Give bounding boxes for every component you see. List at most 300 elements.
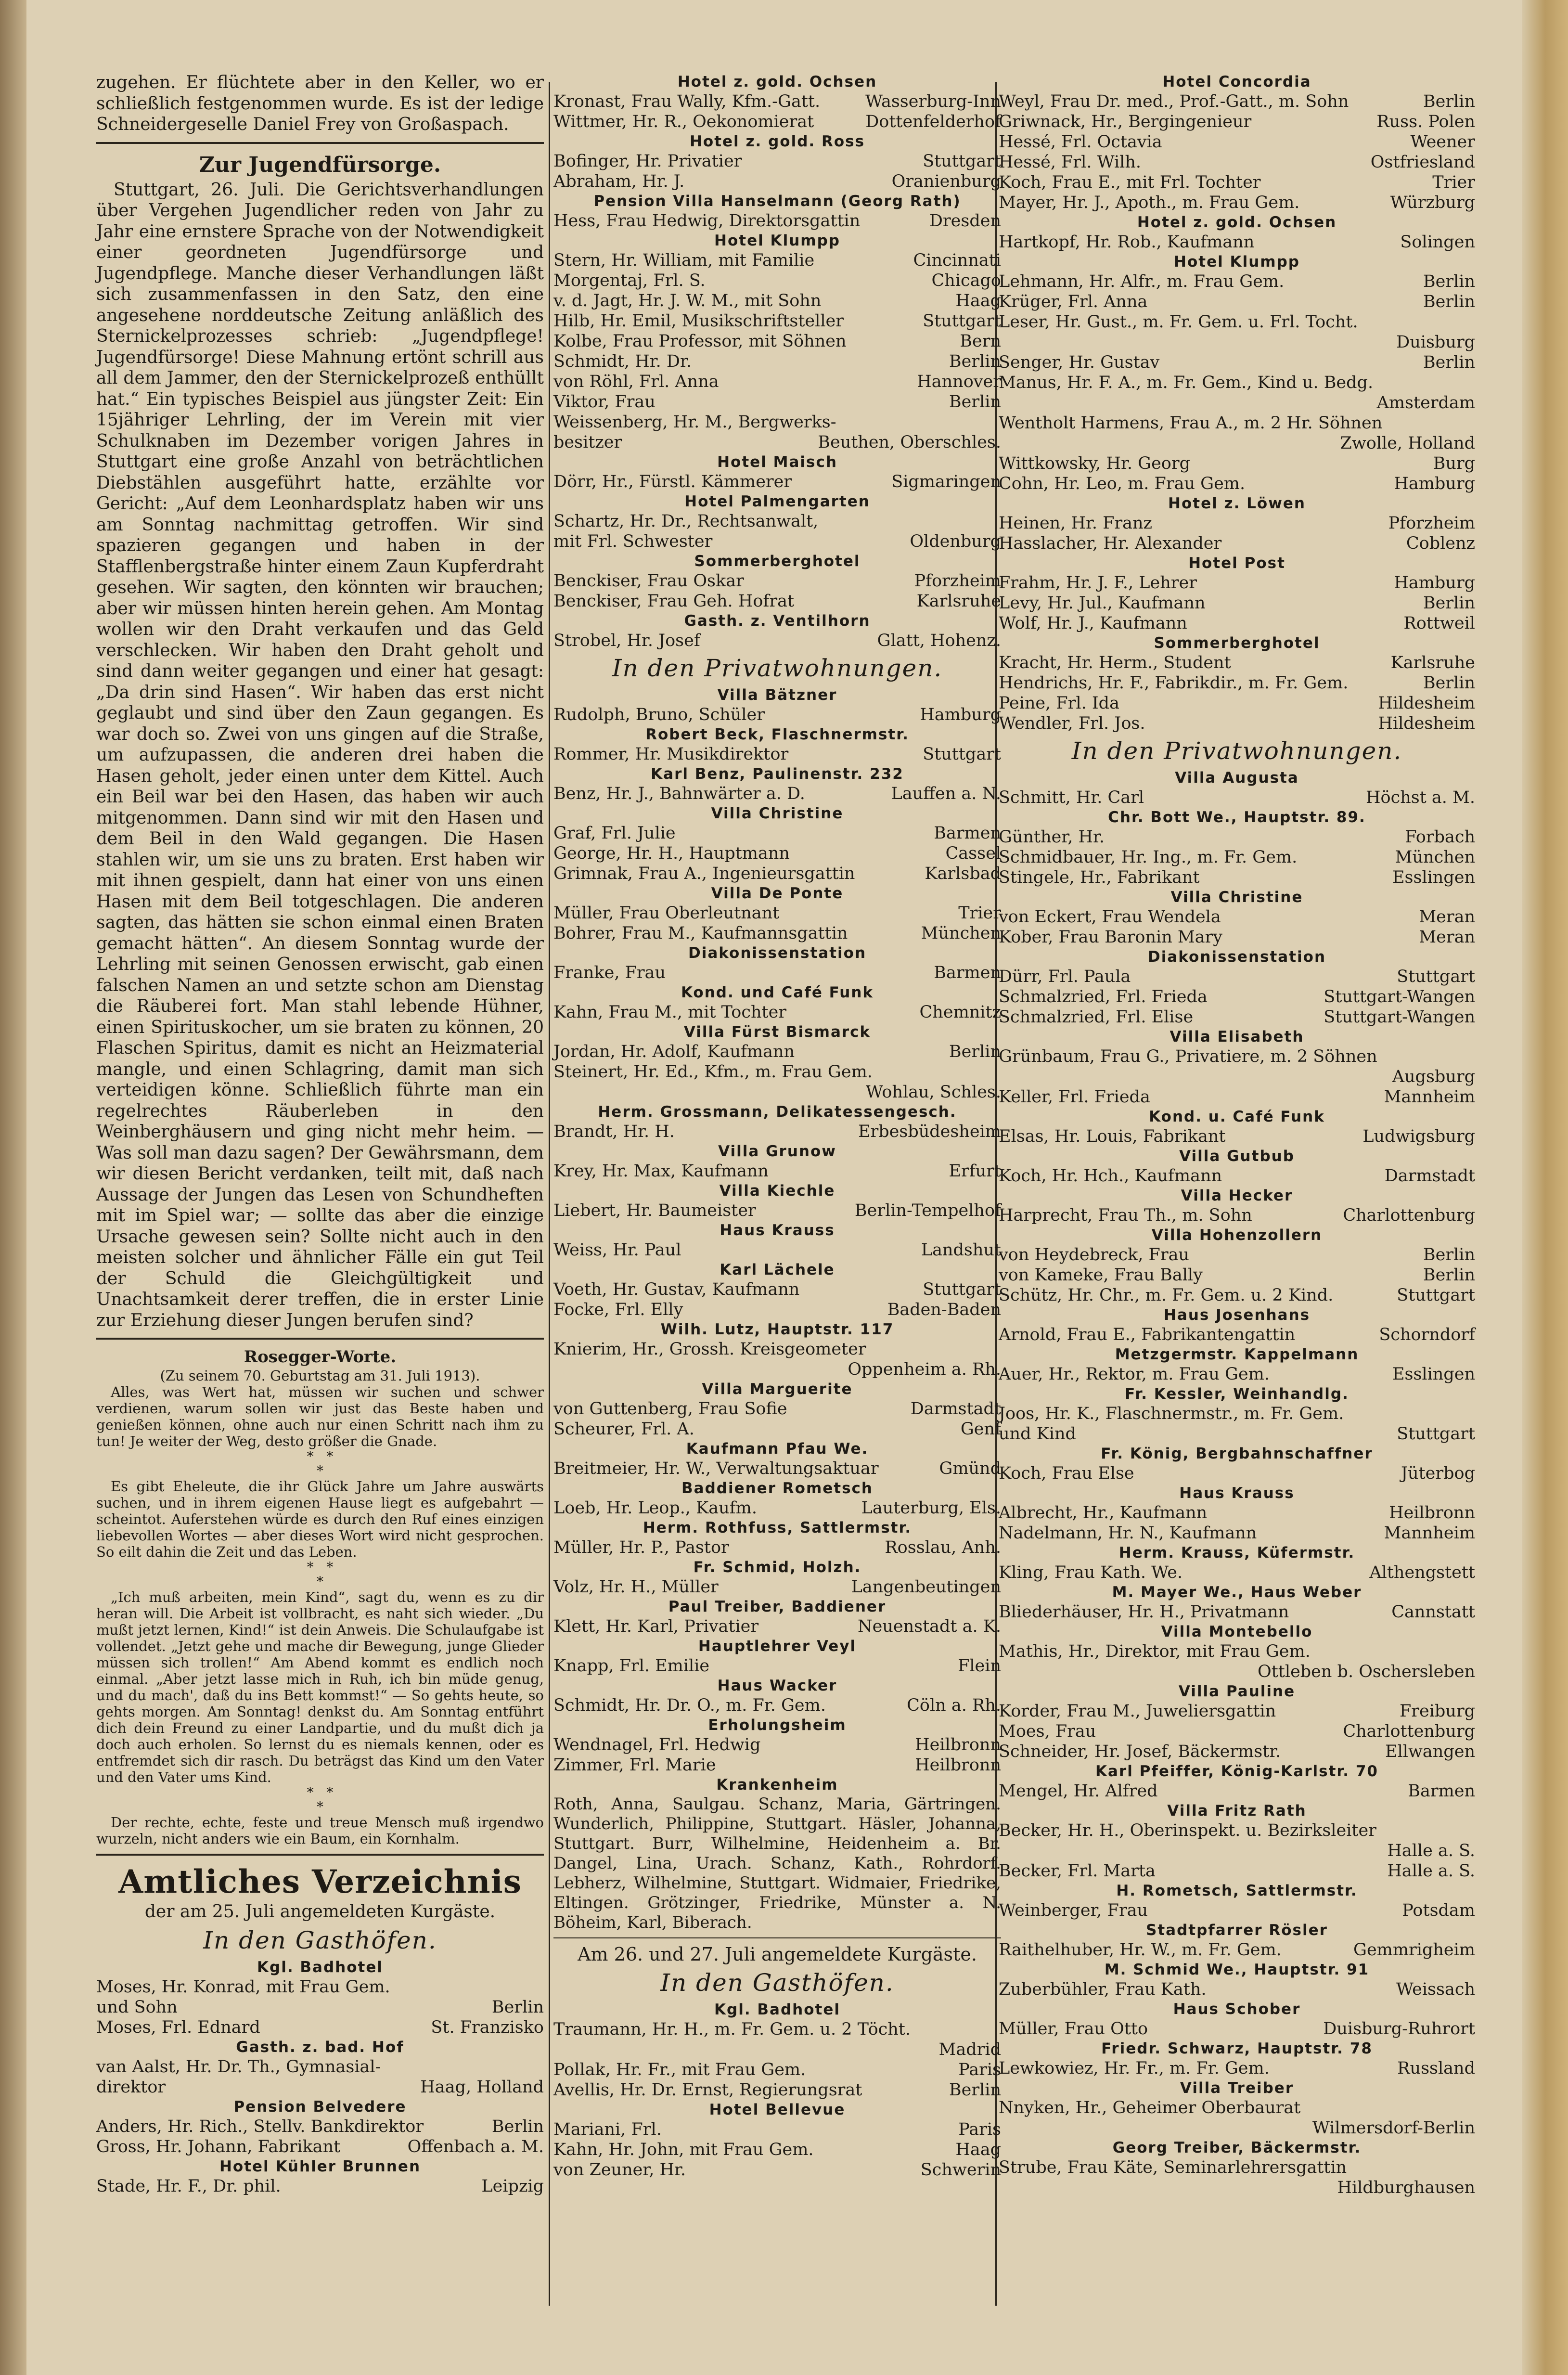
guest-name: v. d. Jagt, Hr. J. W. M., mit Sohn xyxy=(553,291,822,310)
lodging-heading: Hotel z. gold. Ochsen xyxy=(1137,214,1337,231)
section-heading: In den Gasthöfen. xyxy=(660,1969,894,1997)
guest-entry xyxy=(96,2077,544,2097)
guest-origin: Charlottenburg xyxy=(1343,1206,1475,1225)
lodging-heading: Wilh. Lutz, Hauptstr. 117 xyxy=(660,1321,894,1338)
guest-entry xyxy=(553,1616,1001,1637)
lodging-heading: M. Schmid We., Hauptstr. 91 xyxy=(1104,1961,1370,1978)
guest-entry xyxy=(999,673,1475,693)
guest-entry xyxy=(999,393,1475,413)
guest-name: Viktor, Frau xyxy=(553,392,655,412)
guest-entry xyxy=(553,1339,1001,1359)
guest-origin: Halle a. S. xyxy=(1387,1841,1475,1860)
guest-origin: Berlin-Tempelhof xyxy=(854,1201,1001,1220)
guest-origin: Würzburg xyxy=(1390,193,1475,212)
article-title: Zur Jugendfürsorge. xyxy=(199,152,441,177)
guest-entry xyxy=(553,511,1001,531)
guest-name: van Aalst, Hr. Dr. Th., Gymnasial- xyxy=(96,2057,381,2077)
guest-entry xyxy=(999,1007,1475,1027)
guest-origin: Solingen xyxy=(1400,232,1475,252)
guest-entry xyxy=(999,2019,1475,2039)
guest-name: Mengel, Hr. Alfred xyxy=(999,1781,1158,1801)
guest-entry xyxy=(553,331,1001,351)
guest-name: Harprecht, Frau Th., m. Sohn xyxy=(999,1206,1252,1225)
lodging-heading: Villa Elisabeth xyxy=(1170,1028,1304,1046)
lodging-heading: Friedr. Schwarz, Hauptstr. 78 xyxy=(1101,2040,1373,2057)
lodging-heading: Hotel Kühler Brunnen xyxy=(219,2158,421,2175)
guest-name: Hessé, Frl. Octavia xyxy=(999,132,1162,152)
separator-stars: * * * xyxy=(307,1448,334,1479)
guest-entry xyxy=(999,193,1475,213)
guest-name: Klett, Hr. Karl, Privatier xyxy=(553,1617,759,1636)
guest-name: Rommer, Hr. Musikdirektor xyxy=(553,745,789,764)
guest-origin: Stuttgart xyxy=(1397,1424,1475,1444)
guest-name: von Zeuner, Hr. xyxy=(553,2160,686,2180)
guest-origin: Coblenz xyxy=(1406,534,1475,553)
guest-origin: Jüterbog xyxy=(1401,1464,1475,1483)
register-subtitle: der am 25. Juli angemeldeten Kurgäste. xyxy=(144,1902,496,1922)
guest-entry xyxy=(999,312,1475,332)
guest-entry xyxy=(553,311,1001,331)
guest-entry xyxy=(96,2057,544,2077)
guest-entry xyxy=(999,573,1475,593)
guest-origin: Karlsruhe xyxy=(1390,653,1475,672)
guest-name: Arnold, Frau E., Fabrikantengattin xyxy=(999,1325,1296,1344)
guest-entry xyxy=(553,744,1001,764)
guest-name: Gross, Hr. Johann, Fabrikant xyxy=(96,2137,341,2156)
guest-name: Brandt, Hr. H. xyxy=(553,1122,675,1141)
guest-origin: Lauterburg, Els. xyxy=(861,1498,1001,1518)
guest-name: Graf, Frl. Julie xyxy=(553,824,676,843)
guest-name: Keller, Frl. Frieda xyxy=(999,1087,1150,1107)
guest-origin: Hannover xyxy=(917,372,1001,391)
guest-origin: Chicago xyxy=(931,271,1001,290)
lodging-heading: Sommerberghotel xyxy=(1154,634,1320,652)
guest-origin: Rottweil xyxy=(1403,614,1475,633)
guest-name: Hendrichs, Hr. F., Fabrikdir., m. Fr. Gem. xyxy=(999,673,1349,693)
lodging-heading: Herm. Krauss, Küfermstr. xyxy=(1118,1544,1355,1562)
lodging-heading: Diakonissenstation xyxy=(688,944,867,962)
divider xyxy=(553,1937,1001,1938)
guest-entry xyxy=(999,787,1475,808)
lodging-heading: Villa Grunow xyxy=(718,1143,836,1160)
guest-origin: Hamburg xyxy=(1394,573,1475,593)
article-body: Stuttgart, 26. Juli. Die Gerichtsverhandlungen über Vergehen Jugendlicher reden von Jahr zu Jahr eine ernstere Sprache von der Notwendigkeit einer geordneten Jugendfürsorge und Jugendpflege. Manche dieser Verhandlungen läßt sich zusammenfassen in den Satz, den eine angesehene norddeutsche Zeitung anläßlich des Sternickelprozesses schrieb: „Jugendpflege! Jugendfürsorge! Diese Mahnung ertönt schrill aus all dem Jammer, den der Sternickelprozeß enthüllt hat.“ Ein typisches Beispiel aus jüngster Zeit: Ein 15jähriger Lehrling, der im Verein mit vier Schulknaben im Dezember vorigen Jahres in Stuttgart eine große Anzahl von beträchtlichen Diebstählen ausgeführt hatte, erzählte vor Gericht: „Auf dem Leonhardsplatz haben wir uns am Sonntag nachmittag getroffen. Wir sind spazieren gegangen und haben in der Stafflenbergstraße hinter einem Zaun Kupferdraht gesehen. Wir sagten, den könnten wir brauchen; aber wir müssen hinten herein gehen. Am Montag wollen wir den Draht verkaufen und das Geld verschlecken. Wir haben den Draht geholt und sind dann weiter gegangen und einer hat gesagt: „Da drin sind Hasen“. Wir haben das erst nicht geglaubt und sind über den Zaun gegangen. Es war doch so. Zwei von uns gingen auf die Straße, um aufzupassen, die anderen drei haben die Hasen geholt, jeder einen unter dem Kittel. Auch ein Beil war bei den Hasen, das haben wir auch mitgenommen. Dann sind wir mit den Hasen und dem Beil in den Wald gegangen. Die Hasen stahlen wir, um sie uns zu braten. Erst haben wir mit ihnen gespielt, dann hat einer von uns einen Hasen mit dem Beil totgeschlagen. Die anderen sagten, das hätten sie schon einmal einen Braten gemacht hätten“. An diesem Sonntag wurde der Lehrling mit seinen Genossen erwischt, gab einen falschen Namen an und setzte schon am Dienstag die Räuberei fort. Man stahl lebende Hühner, einen Spirituskocher, um sie braten zu können, 20 Flaschen Spiritus, damit es nicht an Heizmaterial mangle, und einen Schlagring, damit man sich verteidigen könne. Schließlich führte man ein regelrechtes Räuberleben in den Weinberghäusern und ging nicht mehr heim. — Was soll man dazu sagen? Der Gewährsmann, dem wir diesen Bericht verdanken, teilt mit, daß nach Aussage der Jungen das Lesen von Schundheften mit im Spiel war; — sollte das aber die einzige Ursache gewesen sein? Sollte nicht auch in den meisten solcher und ähnlicher Fälle ein gut Teil der Schuld die Gleichgültigkeit und Unachtsamkeit derer treffen, die in erster Linie zur Erziehung dieser Jungen berufen sind? xyxy=(96,180,544,1330)
guest-entry xyxy=(553,963,1001,983)
guest-list xyxy=(999,72,1475,734)
guest-entry xyxy=(553,1082,1001,1102)
guest-entry xyxy=(999,593,1475,613)
guest-name: Benckiser, Frau Geh. Hofrat xyxy=(553,592,795,611)
guest-entry xyxy=(999,332,1475,352)
guest-entry xyxy=(999,132,1475,152)
guest-name: Bohrer, Frau M., Kaufmannsgattin xyxy=(553,924,848,943)
guest-name: von Heydebreck, Frau xyxy=(999,1245,1189,1265)
guest-origin: Dresden xyxy=(929,211,1001,231)
guest-name: Frahm, Hr. J. F., Lehrer xyxy=(999,573,1197,593)
guest-entry xyxy=(553,1459,1001,1479)
guest-entry xyxy=(553,864,1001,884)
guest-origin: Paris xyxy=(958,2120,1001,2139)
guest-origin: Cöln a. Rh. xyxy=(907,1696,1001,1715)
guest-entry xyxy=(999,1285,1475,1305)
guest-entry xyxy=(553,1537,1001,1558)
guest-name: Mayer, Hr. J., Apoth., m. Frau Gem. xyxy=(999,193,1300,212)
guest-entry xyxy=(553,472,1001,492)
guest-name: Hessé, Frl. Wilh. xyxy=(999,153,1141,172)
guest-name: Peine, Frl. Ida xyxy=(999,694,1119,713)
guest-name: Nnyken, Hr., Geheimer Oberbaurat xyxy=(999,2098,1301,2117)
guest-origin: Halle a. S. xyxy=(1387,1861,1475,1881)
guest-entry xyxy=(553,1755,1001,1775)
guest-entry xyxy=(999,1979,1475,2000)
guest-name: Grünbaum, Frau G., Privatiere, m. 2 Söhnen xyxy=(999,1047,1377,1066)
guest-entry xyxy=(96,2117,544,2137)
lodging-heading: Kaufmann Pfau We. xyxy=(686,1440,869,1458)
guest-origin: Darmstadt xyxy=(1384,1166,1475,1186)
guest-origin: Flein xyxy=(958,1656,1001,1676)
guest-origin: Potsdam xyxy=(1402,1901,1475,1920)
guest-origin: Barmen xyxy=(1408,1781,1475,1801)
lodging-heading: Metzgermstr. Kappelmann xyxy=(1115,1346,1359,1363)
guest-origin: Offenbach a. M. xyxy=(407,2137,544,2156)
guest-name: und Kind xyxy=(999,1424,1076,1444)
lodging-heading: Erholungsheim xyxy=(708,1717,847,1734)
guest-name: Stingele, Hr., Fabrikant xyxy=(999,868,1200,887)
guest-origin: Erfurt xyxy=(949,1162,1001,1181)
guest-origin: Sigmaringen xyxy=(891,472,1001,491)
guest-entry xyxy=(553,432,1001,452)
separator-stars: * * * xyxy=(307,1784,334,1815)
guest-entry xyxy=(999,533,1475,554)
guest-origin: Glatt, Hohenz. xyxy=(877,631,1001,650)
guest-entry xyxy=(999,513,1475,533)
guest-origin: Langenbeutingen xyxy=(851,1577,1001,1597)
guest-origin: Dottenfelderhof xyxy=(865,112,1001,131)
lodging-heading: Stadtpfarrer Rösler xyxy=(1146,1922,1328,1939)
guest-entry xyxy=(999,907,1475,927)
guest-entry xyxy=(999,413,1475,433)
lodging-heading: Robert Beck, Flaschnermstr. xyxy=(645,726,909,743)
guest-origin: Chemnitz xyxy=(919,1003,1001,1022)
guest-name: Auer, Hr., Rektor, m. Frau Gem. xyxy=(999,1365,1270,1384)
guest-origin: Stuttgart-Wangen xyxy=(1324,987,1475,1007)
lodging-heading: Villa Hohenzollern xyxy=(1151,1226,1323,1244)
guest-name: Volz, Hr. H., Müller xyxy=(553,1577,719,1597)
guest-name: Dörr, Hr., Fürstl. Kämmerer xyxy=(553,472,792,491)
guest-name: Dürr, Frl. Paula xyxy=(999,967,1131,986)
guest-entry xyxy=(999,1503,1475,1523)
guest-entry xyxy=(553,211,1001,231)
guest-origin: Ludwigsburg xyxy=(1362,1127,1475,1146)
guest-entry xyxy=(999,1046,1475,1067)
guest-origin: Berlin xyxy=(949,392,1001,412)
rosegger-quote: Der rechte, echte, feste und treue Mensch muß irgendwo wurzeln, nicht anders wie ein Baum, ein Kornhalm. xyxy=(96,1814,544,1847)
lodging-heading: Hotel z. gold. Ross xyxy=(689,133,865,150)
guest-entry xyxy=(553,1300,1001,1320)
guest-origin: Ellwangen xyxy=(1385,1742,1475,1761)
guest-name: und Sohn xyxy=(96,1998,178,2017)
guest-name: Zimmer, Frl. Marie xyxy=(553,1755,716,1775)
lodging-heading: Kgl. Badhotel xyxy=(257,1959,383,1976)
guest-origin: Haag xyxy=(955,291,1001,310)
lodging-heading: Sommerberghotel xyxy=(694,553,861,570)
guest-list xyxy=(553,685,1001,1794)
guest-entry xyxy=(999,1126,1475,1147)
guest-entry xyxy=(999,2178,1475,2198)
guest-entry xyxy=(999,867,1475,888)
guest-entry xyxy=(553,1419,1001,1439)
guest-origin: Gmünd xyxy=(939,1459,1001,1478)
guest-entry xyxy=(999,1701,1475,1721)
lodging-heading: Kond. u. Café Funk xyxy=(1149,1108,1325,1125)
guest-origin: Leipzig xyxy=(481,2177,544,2196)
guest-entry xyxy=(553,843,1001,864)
guest-name: von Kameke, Frau Bally xyxy=(999,1265,1203,1285)
guest-name: Steinert, Hr. Ed., Kfm., m. Frau Gem. xyxy=(553,1062,873,1082)
lodging-heading: Haus Krauss xyxy=(720,1222,835,1239)
guest-entry xyxy=(999,1641,1475,1662)
guest-name: Knapp, Frl. Emilie xyxy=(553,1656,710,1676)
column-left xyxy=(96,72,544,2196)
guest-name: Korder, Frau M., Juweliersgattin xyxy=(999,1702,1276,1721)
guest-entry xyxy=(553,351,1001,372)
guest-entry xyxy=(553,1359,1001,1380)
guest-entry xyxy=(999,653,1475,673)
guest-entry xyxy=(999,987,1475,1007)
guest-origin: Berlin xyxy=(949,2080,1001,2100)
guest-origin: Stuttgart xyxy=(1397,1286,1475,1305)
guest-name: Schmidbauer, Hr. Ing., m. Fr. Gem. xyxy=(999,848,1298,867)
lodging-heading: Kgl. Badhotel xyxy=(714,2001,840,2018)
guest-entry xyxy=(999,1861,1475,1881)
guest-entry xyxy=(999,2118,1475,2138)
guest-entry xyxy=(553,1122,1001,1142)
guest-entry xyxy=(999,1325,1475,1345)
guest-origin: Mannheim xyxy=(1384,1087,1475,1107)
guest-origin: Hildesheim xyxy=(1378,714,1475,733)
section-heading: In den Gasthöfen. xyxy=(203,1926,437,1954)
lodging-heading: Gasth. z. bad. Hof xyxy=(236,2039,404,2056)
guest-origin: Berlin xyxy=(1423,1265,1475,1285)
guest-entry xyxy=(999,1364,1475,1384)
guest-entry xyxy=(999,433,1475,453)
guest-name: Günther, Hr. xyxy=(999,827,1105,847)
lodging-heading: Villa Fritz Rath xyxy=(1167,1802,1307,1820)
guest-origin: Mannheim xyxy=(1384,1523,1475,1543)
guest-name: Zuberbühler, Frau Kath. xyxy=(999,1980,1207,1999)
lodging-heading: Villa Christine xyxy=(1170,889,1303,906)
guest-origin: Landshut xyxy=(921,1240,1001,1260)
lodging-heading: Villa Treiber xyxy=(1180,2079,1294,2097)
guest-entry xyxy=(553,151,1001,171)
guest-origin: Haag xyxy=(955,2140,1001,2159)
guest-origin: Berlin xyxy=(1423,353,1475,372)
lodging-heading: M. Mayer We., Haus Weber xyxy=(1112,1584,1362,1601)
guest-origin: Weener xyxy=(1410,132,1475,152)
guest-entry xyxy=(999,1820,1475,1841)
guest-entry xyxy=(999,373,1475,393)
guest-name: Knierim, Hr., Grossh. Kreisgeometer xyxy=(553,1340,866,1359)
guest-origin: Trier xyxy=(958,904,1001,923)
guest-entry xyxy=(999,292,1475,312)
lodging-heading: Gasth. z. Ventilhorn xyxy=(684,612,871,630)
guest-name: Wendnagel, Frl. Hedwig xyxy=(553,1735,761,1755)
guest-entry xyxy=(96,1997,544,2017)
lodging-heading: Villa Gutbub xyxy=(1179,1148,1295,1165)
column-rule xyxy=(549,82,550,2306)
guest-name: Rudolph, Bruno, Schüler xyxy=(553,705,765,724)
guest-origin: Esslingen xyxy=(1392,868,1475,887)
guest-origin: Rosslau, Anh. xyxy=(885,1538,1001,1557)
lodging-heading: Kond. und Café Funk xyxy=(681,984,874,1001)
lodging-heading: Villa Fürst Bismarck xyxy=(683,1023,871,1041)
guest-entry xyxy=(553,1062,1001,1082)
guest-entry xyxy=(553,591,1001,611)
guest-origin: Ostfriesland xyxy=(1370,153,1475,172)
guest-name: Kober, Frau Baronin Mary xyxy=(999,928,1223,947)
guest-origin: Russland xyxy=(1397,2059,1475,2078)
guest-name: Krey, Hr. Max, Kaufmann xyxy=(553,1162,769,1181)
guest-name: Müller, Frau Oberleutnant xyxy=(553,904,780,923)
guest-name: Manus, Hr. F. A., m. Fr. Gem., Kind u. Bedg. xyxy=(999,373,1374,392)
guest-origin: Charlottenburg xyxy=(1343,1722,1475,1741)
guest-name: Voeth, Hr. Gustav, Kaufmann xyxy=(553,1280,800,1299)
guest-entry xyxy=(553,2039,1001,2060)
guest-origin: Stuttgart xyxy=(923,311,1001,331)
article-carryover: zugehen. Er flüchtete aber in den Keller, wo er schließlich festgenommen wurde. Es ist der ledige Schneidergeselle Daniel Frey von Großaspach. xyxy=(96,73,544,134)
guest-origin: Berlin xyxy=(949,1042,1001,1061)
guest-name: Schmalzried, Frl. Frieda xyxy=(999,987,1208,1007)
column-right xyxy=(999,72,1475,2198)
guest-origin: Berlin xyxy=(949,352,1001,371)
guest-origin: Oppenheim a. Rh. xyxy=(848,1360,1001,1379)
guest-name: Becker, Hr. H., Oberinspekt. u. Bezirksleiter xyxy=(999,1821,1376,1840)
guest-name: Krüger, Frl. Anna xyxy=(999,292,1148,311)
guest-entry xyxy=(999,1205,1475,1226)
guest-name: Hilb, Hr. Emil, Musikschriftsteller xyxy=(553,311,844,331)
guest-entry xyxy=(999,1424,1475,1444)
guest-name: Jordan, Hr. Adolf, Kaufmann xyxy=(553,1042,795,1061)
guest-origin: Berlin xyxy=(491,1998,544,2017)
guest-name: von Guttenberg, Frau Sofie xyxy=(553,1399,787,1419)
guest-origin: Heilbronn xyxy=(915,1755,1001,1775)
guest-origin: München xyxy=(1395,848,1475,867)
guest-origin: St. Franzisko xyxy=(431,2018,544,2037)
guest-name: Leser, Hr. Gust., m. Fr. Gem. u. Frl. Tocht. xyxy=(999,312,1358,332)
divider xyxy=(96,142,544,144)
guest-origin: Berlin xyxy=(1423,292,1475,311)
guest-entry xyxy=(553,923,1001,943)
guest-entry xyxy=(999,967,1475,987)
lodging-heading: Villa Montebello xyxy=(1161,1623,1313,1640)
guest-origin: Meran xyxy=(1419,907,1475,927)
hospital-list: Roth, Anna, Saulgau. Schanz, Maria, Gärtringen. Wunderlich, Philippine, Stuttgart. Häsler, Johanna, Stuttgart. Burr, Wilhelmine, Heidenheim a. Br. Dangel, Lina, Urach. Schanz, Kath., Rohrdorf. Lebherz, Wilhelmine, Stuttgart. Widmaier, Friedrike, Eltingen. Grötzinger, Friedrike, Münster a. N. Böheim, Karl, Biberach. xyxy=(553,1794,1001,1932)
separator-stars: * * * xyxy=(307,1559,334,1589)
guest-entry xyxy=(999,352,1475,373)
lodging-heading: Pension Belvedere xyxy=(233,2098,407,2116)
guest-origin: Wohlau, Schles. xyxy=(865,1083,1001,1102)
guest-name: Kolbe, Frau Professor, mit Söhnen xyxy=(553,332,847,351)
guest-origin: Berlin xyxy=(1423,1245,1475,1265)
guest-name: Avellis, Hr. Dr. Ernst, Regierungsrat xyxy=(553,2080,862,2100)
guest-origin: Ottleben b. Oschersleben xyxy=(1258,1662,1475,1681)
guest-entry xyxy=(553,271,1001,291)
guest-origin: Duisburg xyxy=(1396,333,1475,352)
lodging-heading: Pension Villa Hanselmann (Georg Rath) xyxy=(593,193,961,210)
guest-entry xyxy=(553,1200,1001,1221)
guest-entry xyxy=(999,474,1475,494)
guest-entry xyxy=(96,2017,544,2038)
page-binding xyxy=(0,0,26,2375)
rosegger-title: Rosegger-Worte. xyxy=(244,1347,397,1367)
guest-entry xyxy=(999,152,1475,172)
guest-origin: Karlsbad xyxy=(925,864,1001,883)
lodging-heading: Chr. Bott We., Hauptstr. 89. xyxy=(1108,809,1366,826)
guest-origin: Zwolle, Holland xyxy=(1340,434,1475,453)
guest-entry xyxy=(553,1279,1001,1300)
guest-entry xyxy=(553,823,1001,843)
lodging-heading: Hotel Klumpp xyxy=(714,232,840,249)
guest-name: Moses, Frl. Ednard xyxy=(96,2018,260,2037)
guest-name: Strube, Frau Käte, Seminarlehrersgattin xyxy=(999,2158,1347,2177)
guest-entry xyxy=(999,1245,1475,1265)
guest-entry xyxy=(999,2157,1475,2178)
guest-entry xyxy=(553,112,1001,132)
lodging-heading: Baddiener Rometsch xyxy=(681,1480,873,1497)
guest-origin: Bern xyxy=(960,332,1001,351)
lodging-heading: Diakonissenstation xyxy=(1147,948,1326,966)
guest-entry xyxy=(96,2137,544,2157)
lodging-heading: Hotel z. Löwen xyxy=(1168,495,1306,512)
guest-origin: Heilbronn xyxy=(1389,1503,1475,1523)
lodging-heading: Villa De Ponte xyxy=(711,885,844,902)
guest-entry xyxy=(553,171,1001,192)
guest-entry xyxy=(553,531,1001,552)
guest-name: Koch, Frau E., mit Frl. Tochter xyxy=(999,173,1261,192)
guest-origin: Duisburg-Ruhrort xyxy=(1323,2019,1475,2039)
guest-origin: Hamburg xyxy=(1394,474,1475,493)
guest-origin: Haag, Holland xyxy=(420,2078,544,2097)
guest-name: Strobel, Hr. Josef xyxy=(553,631,700,650)
guest-entry xyxy=(999,613,1475,633)
lodging-heading: Villa Kiechle xyxy=(719,1182,835,1200)
guest-name: Mariani, Frl. xyxy=(553,2120,662,2139)
guest-name: Koch, Frau Else xyxy=(999,1464,1134,1483)
lodging-heading: Herm. Rothfuss, Sattlermstr. xyxy=(643,1519,912,1536)
guest-name: Wendler, Frl. Jos. xyxy=(999,714,1145,733)
guest-origin: Berlin xyxy=(1423,92,1475,111)
guest-name: Albrecht, Hr., Kaufmann xyxy=(999,1503,1208,1523)
guest-entry xyxy=(999,1166,1475,1186)
guest-name: Kling, Frau Kath. We. xyxy=(999,1563,1183,1582)
guest-entry xyxy=(999,1721,1475,1742)
guest-entry xyxy=(999,91,1475,112)
lodging-heading: Haus Wacker xyxy=(717,1677,837,1694)
guest-origin: Wasserburg-Inn xyxy=(865,92,1001,111)
guest-origin: Karlsruhe xyxy=(916,592,1001,611)
lodging-heading: Haus Krauss xyxy=(1179,1484,1295,1502)
guest-name: besitzer xyxy=(553,433,622,452)
guest-entry xyxy=(999,1087,1475,1107)
lodging-heading: Hotel Palmengarten xyxy=(684,493,870,510)
guest-entry xyxy=(553,372,1001,392)
guest-entry xyxy=(999,2098,1475,2118)
lodging-heading: Karl Lächele xyxy=(720,1261,835,1278)
guest-name: Loeb, Hr. Leop., Kaufm. xyxy=(553,1498,757,1518)
guest-entry xyxy=(999,1940,1475,1960)
guest-origin: Hildesheim xyxy=(1378,694,1475,713)
guest-name: Weissenberg, Hr. M., Bergwerks- xyxy=(553,413,836,432)
